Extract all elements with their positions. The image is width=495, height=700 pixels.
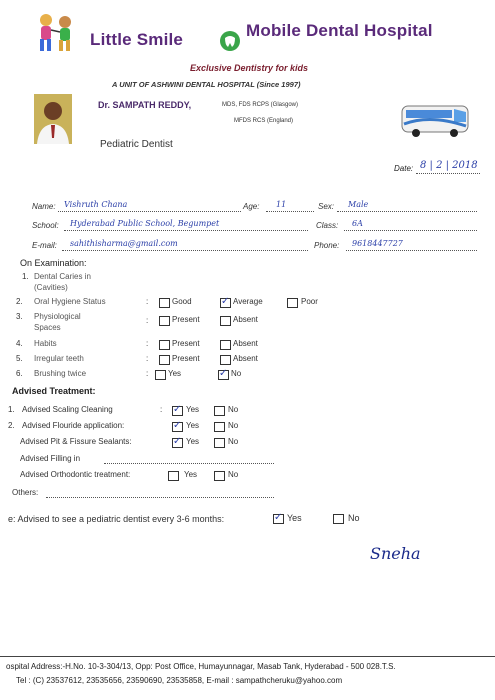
phone-value: 9618447727 <box>352 239 403 248</box>
note-no-label: No <box>348 513 360 523</box>
treat-5-no-label: No <box>228 470 239 479</box>
note-yes-checkbox[interactable] <box>273 514 284 524</box>
treat-1-yes-checkbox[interactable] <box>172 406 183 416</box>
hospital-name-left: Little Smile <box>90 30 184 49</box>
exam-1-num: 1. <box>22 272 29 281</box>
doctor-photo <box>34 94 72 144</box>
exam-4-present-checkbox[interactable] <box>159 340 170 350</box>
treat-5-yes-label: Yes <box>184 470 198 479</box>
name-line <box>58 211 241 212</box>
exam-4-absent-checkbox[interactable] <box>220 340 231 350</box>
treat-5-label: Advised Orthodontic treatment: <box>20 470 131 479</box>
treat-2-yes-label: Yes <box>186 421 200 430</box>
email-label: E-mail: <box>32 241 57 250</box>
sex-value: Male <box>348 200 369 209</box>
exam-6-no-label: No <box>231 369 242 378</box>
exam-5-label: Irregular teeth <box>34 354 84 363</box>
treat-6-line <box>46 497 274 498</box>
phone-line <box>346 250 477 251</box>
treat-2-num: 2. <box>8 421 15 430</box>
exam-3-label: Physiological <box>34 312 81 321</box>
sex-line <box>337 211 477 212</box>
exam-6-label: Brushing twice <box>34 369 87 378</box>
exam-4-present-label: Present <box>172 339 200 348</box>
exam-2-poor-label: Poor <box>301 297 318 306</box>
phone-label: Phone: <box>314 241 340 250</box>
exam-1-label2: (Cavities) <box>34 283 68 292</box>
bus-icon <box>400 100 472 140</box>
exam-5-colon: : <box>146 354 149 363</box>
doctor-name: Dr. SAMPATH REDDY, <box>98 100 192 110</box>
exam-3-num: 3. <box>16 312 23 321</box>
exam-4-num: 4. <box>16 339 23 348</box>
exam-5-present-checkbox[interactable] <box>159 355 170 365</box>
email-value: sahithisharma@gmail.com <box>70 239 178 248</box>
treat-2-yes-checkbox[interactable] <box>172 422 183 432</box>
exam-5-num: 5. <box>16 354 23 363</box>
hospital-name-right: Mobile Dental Hospital <box>246 21 433 40</box>
tagline: Exclusive Dentistry for kids <box>190 63 309 73</box>
date-label: Date: <box>394 164 414 173</box>
class-line <box>344 230 477 231</box>
examination-heading: On Examination: <box>20 258 87 268</box>
exam-6-no-checkbox[interactable] <box>218 370 229 380</box>
school-label: School: <box>32 221 59 230</box>
treat-5-no-checkbox[interactable] <box>214 471 225 481</box>
exam-1-label: Dental Caries in <box>34 272 91 281</box>
doctor-role: Pediatric Dentist <box>100 139 173 150</box>
treat-1-label: Advised Scaling Cleaning <box>22 405 113 414</box>
age-value: 11 <box>276 200 287 209</box>
treat-4-line <box>104 463 274 464</box>
date-value: 8 | 2 | 2018 <box>420 160 478 171</box>
treat-3-no-checkbox[interactable] <box>214 438 225 448</box>
school-line <box>64 230 308 231</box>
exam-2-good-checkbox[interactable] <box>159 298 170 308</box>
footer-divider <box>0 656 495 657</box>
logo-kids-icon <box>32 10 80 56</box>
treatment-heading: Advised Treatment: <box>12 386 96 396</box>
treat-1-no-checkbox[interactable] <box>214 406 225 416</box>
exam-4-colon: : <box>146 339 149 348</box>
exam-3-label2: Spaces <box>34 323 61 332</box>
exam-2-poor-checkbox[interactable] <box>287 298 298 308</box>
exam-2-colon: : <box>146 297 149 306</box>
treat-3-yes-label: Yes <box>186 437 200 446</box>
exam-2-label: Oral Hygiene Status <box>34 297 106 306</box>
exam-3-colon: : <box>146 316 149 325</box>
treat-2-no-checkbox[interactable] <box>214 422 225 432</box>
exam-2-num: 2. <box>16 297 23 306</box>
tooth-logo-icon <box>219 30 241 52</box>
unit-line: A UNIT OF ASHWINI DENTAL HOSPITAL (Since 1997) <box>112 80 301 89</box>
class-label: Class: <box>316 221 339 230</box>
note-text: e: Advised to see a pediatric dentist every 3-6 months: <box>8 514 225 524</box>
exam-3-present-checkbox[interactable] <box>159 316 170 326</box>
exam-6-yes-label: Yes <box>168 369 182 378</box>
exam-3-present-label: Present <box>172 315 200 324</box>
exam-2-good-label: Good <box>172 297 192 306</box>
exam-3-absent-checkbox[interactable] <box>220 316 231 326</box>
treat-1-colon: : <box>160 405 163 414</box>
treat-3-no-label: No <box>228 437 239 446</box>
treat-1-num: 1. <box>8 405 15 414</box>
class-value: 6A <box>352 219 363 228</box>
treat-3-label: Advised Pit & Fissure Sealants: <box>20 437 132 446</box>
age-label: Age: <box>243 202 260 211</box>
exam-6-colon: : <box>146 369 149 378</box>
doctor-qualification-1: MDS, FDS RCPS (Glasgow) <box>222 102 299 108</box>
school-value: Hyderabad Public School, Begumpet <box>70 219 220 228</box>
treat-4-label: Advised Filling in <box>20 454 81 463</box>
exam-5-absent-checkbox[interactable] <box>220 355 231 365</box>
treat-2-no-label: No <box>228 421 239 430</box>
treat-3-yes-checkbox[interactable] <box>172 438 183 448</box>
treat-1-yes-label: Yes <box>186 405 200 414</box>
date-line <box>416 173 480 174</box>
age-line <box>266 211 314 212</box>
treat-6-label: Others: <box>12 488 39 497</box>
footer-address: ospital Address:-H.No. 10-3-304/13, Opp: Post Office, Humayunnagar, Masab Tank, Hyderabad - 500 028.T.S. <box>6 662 396 671</box>
footer-contact: Tel : (C) 23537612, 23535656, 23590690, 23535858, E-mail : sampathcheruku@yahoo.com <box>16 676 343 685</box>
exam-4-absent-label: Absent <box>233 339 258 348</box>
treat-2-label: Advised Flouride application: <box>22 421 125 430</box>
name-value: Vishruth Chana <box>64 200 128 209</box>
exam-5-absent-label: Absent <box>233 354 258 363</box>
note-no-checkbox[interactable] <box>333 514 344 524</box>
exam-2-average-label: Average <box>233 297 263 306</box>
exam-6-num: 6. <box>16 369 23 378</box>
treat-5-yes-checkbox[interactable] <box>168 471 179 481</box>
exam-2-average-checkbox[interactable] <box>220 298 231 308</box>
exam-3-absent-label: Absent <box>233 315 258 324</box>
email-line <box>62 250 308 251</box>
doctor-qualification-2: MFDS RCS (England) <box>234 118 294 124</box>
signature: Sneha <box>370 544 421 563</box>
exam-5-present-label: Present <box>172 354 200 363</box>
sex-label: Sex: <box>318 202 335 211</box>
exam-6-yes-checkbox[interactable] <box>155 370 166 380</box>
treat-1-no-label: No <box>228 405 239 414</box>
name-label: Name: <box>32 202 56 211</box>
exam-4-label: Habits <box>34 339 57 348</box>
note-yes-label: Yes <box>287 513 302 523</box>
